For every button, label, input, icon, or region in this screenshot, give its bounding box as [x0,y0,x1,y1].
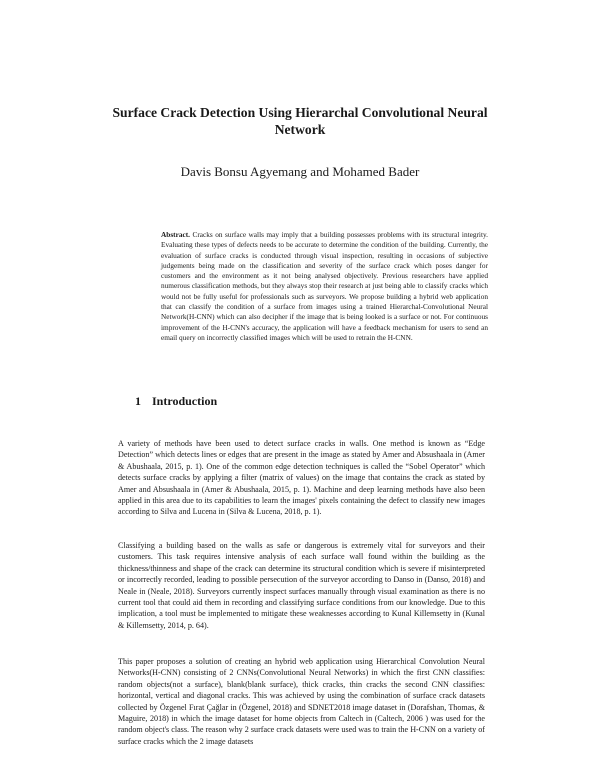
paper-title: Surface Crack Detection Using Hierarchal Convolutional Neural Network [112,105,488,137]
body-paragraph: Classifying a building based on the walls as safe or dangerous is extremely vital for surveyors and their customers. This task requires intensive analysis of each surface wall found within the building as the thickness/thinness and shape of the crack can determine its structural condition which is severe if misinterpreted or incorrectly recorded, leading to possible persecution of the surveyor according to Danso in (Danso, 2018) and Neale in (Neale, 2018). Surveyors currently inspect surfaces manually through visual examination as there is no current tool that could aid them in recording and classifying surface conditions from our knowledge. Due to this implication, a tool must be implemented to mitigate these weaknesses according to Kunal Killemsetty in (Kunal & Killemsetty, 2014, p. 64). [118,541,485,630]
abstract-text: Cracks on surface walls may imply that a building possesses problems with its structural integrity. Evaluating these types of defects needs to be accurate to determine the condition of the building. Currently, the evaluation of surface cracks is conducted through visual inspection, resulting in occasions of subjective judgements being made on the classification and severity of the surface crack which poses danger for customers and the environment as it not being analysed objectively. Previous researchers have applied numerous classification methods, but they always stop their research at just being able to classify cracks which would not be fully useful for professionals such as surveyors. We propose building a hybrid web application that can classify the condition of a surface from images using a trained Hierarchal-Convolutional Neural Network(H-CNN) which can also decipher if the image that is being looked is a surface or not. For continuous improvement of the H-CNN's accuracy, the application will have a feedback mechanism for users to send an email query on incorrectly classified images which will be used to retrain the H-CNN. [161,230,488,342]
abstract [161,230,488,343]
body-paragraph: A variety of methods have been used to detect surface cracks in walls. One method is known as “Edge Detection” which detects lines or edges that are present in the image as stated by Amer and Absushaala in (Amer & Abushaala, 2015, p. 1). One of the common edge detection techniques is called the “Sobel Operator” which detects surface cracks by applying a filter (matrix of values) on the image that contains the crack as stated by Amer and Absushaala in (Amer & Abushaala, 2015, p. 1). Machine and deep learning methods have also been applied in this area due to its capabilities to learn the images' pixels containing the defect to classify new images according to Silva and Lucena in (Silva & Lucena, 2018, p. 1). [118,439,485,517]
section-number: 1 [135,394,141,408]
section-heading [135,394,435,409]
paper-authors: Davis Bonsu Agyemang and Mohamed Bader [180,164,420,179]
body-paragraph: This paper proposes a solution of creating an hybrid web application using Hierarchical Convolution Neural Networks(H-CNN) consisting of 2 CNNs(Convolutional Neural Networks) in which the first CNN classifies: random objects(not a surface), blank(blank surface), thick cracks, thin cracks the second CNN classifies: horizontal, vertical and diagonal cracks. This was achieved by using the combination of surface crack datasets collected by Özgenel Fırat Çağlar in (Özgenel, 2018) and SDNET2018 image dataset in (Dorafshan, Thomas, & Maguire, 2018) in which the image dataset for home objects from Caltech in (Caltech, 2006 ) was used for the random object's class. The reason why 2 surface crack datasets were used was to train the H-CNN on a variety of surface cracks which the 2 image datasets [118,657,485,746]
abstract-label: Abstract. [161,230,190,239]
section-title: Introduction [152,394,218,408]
